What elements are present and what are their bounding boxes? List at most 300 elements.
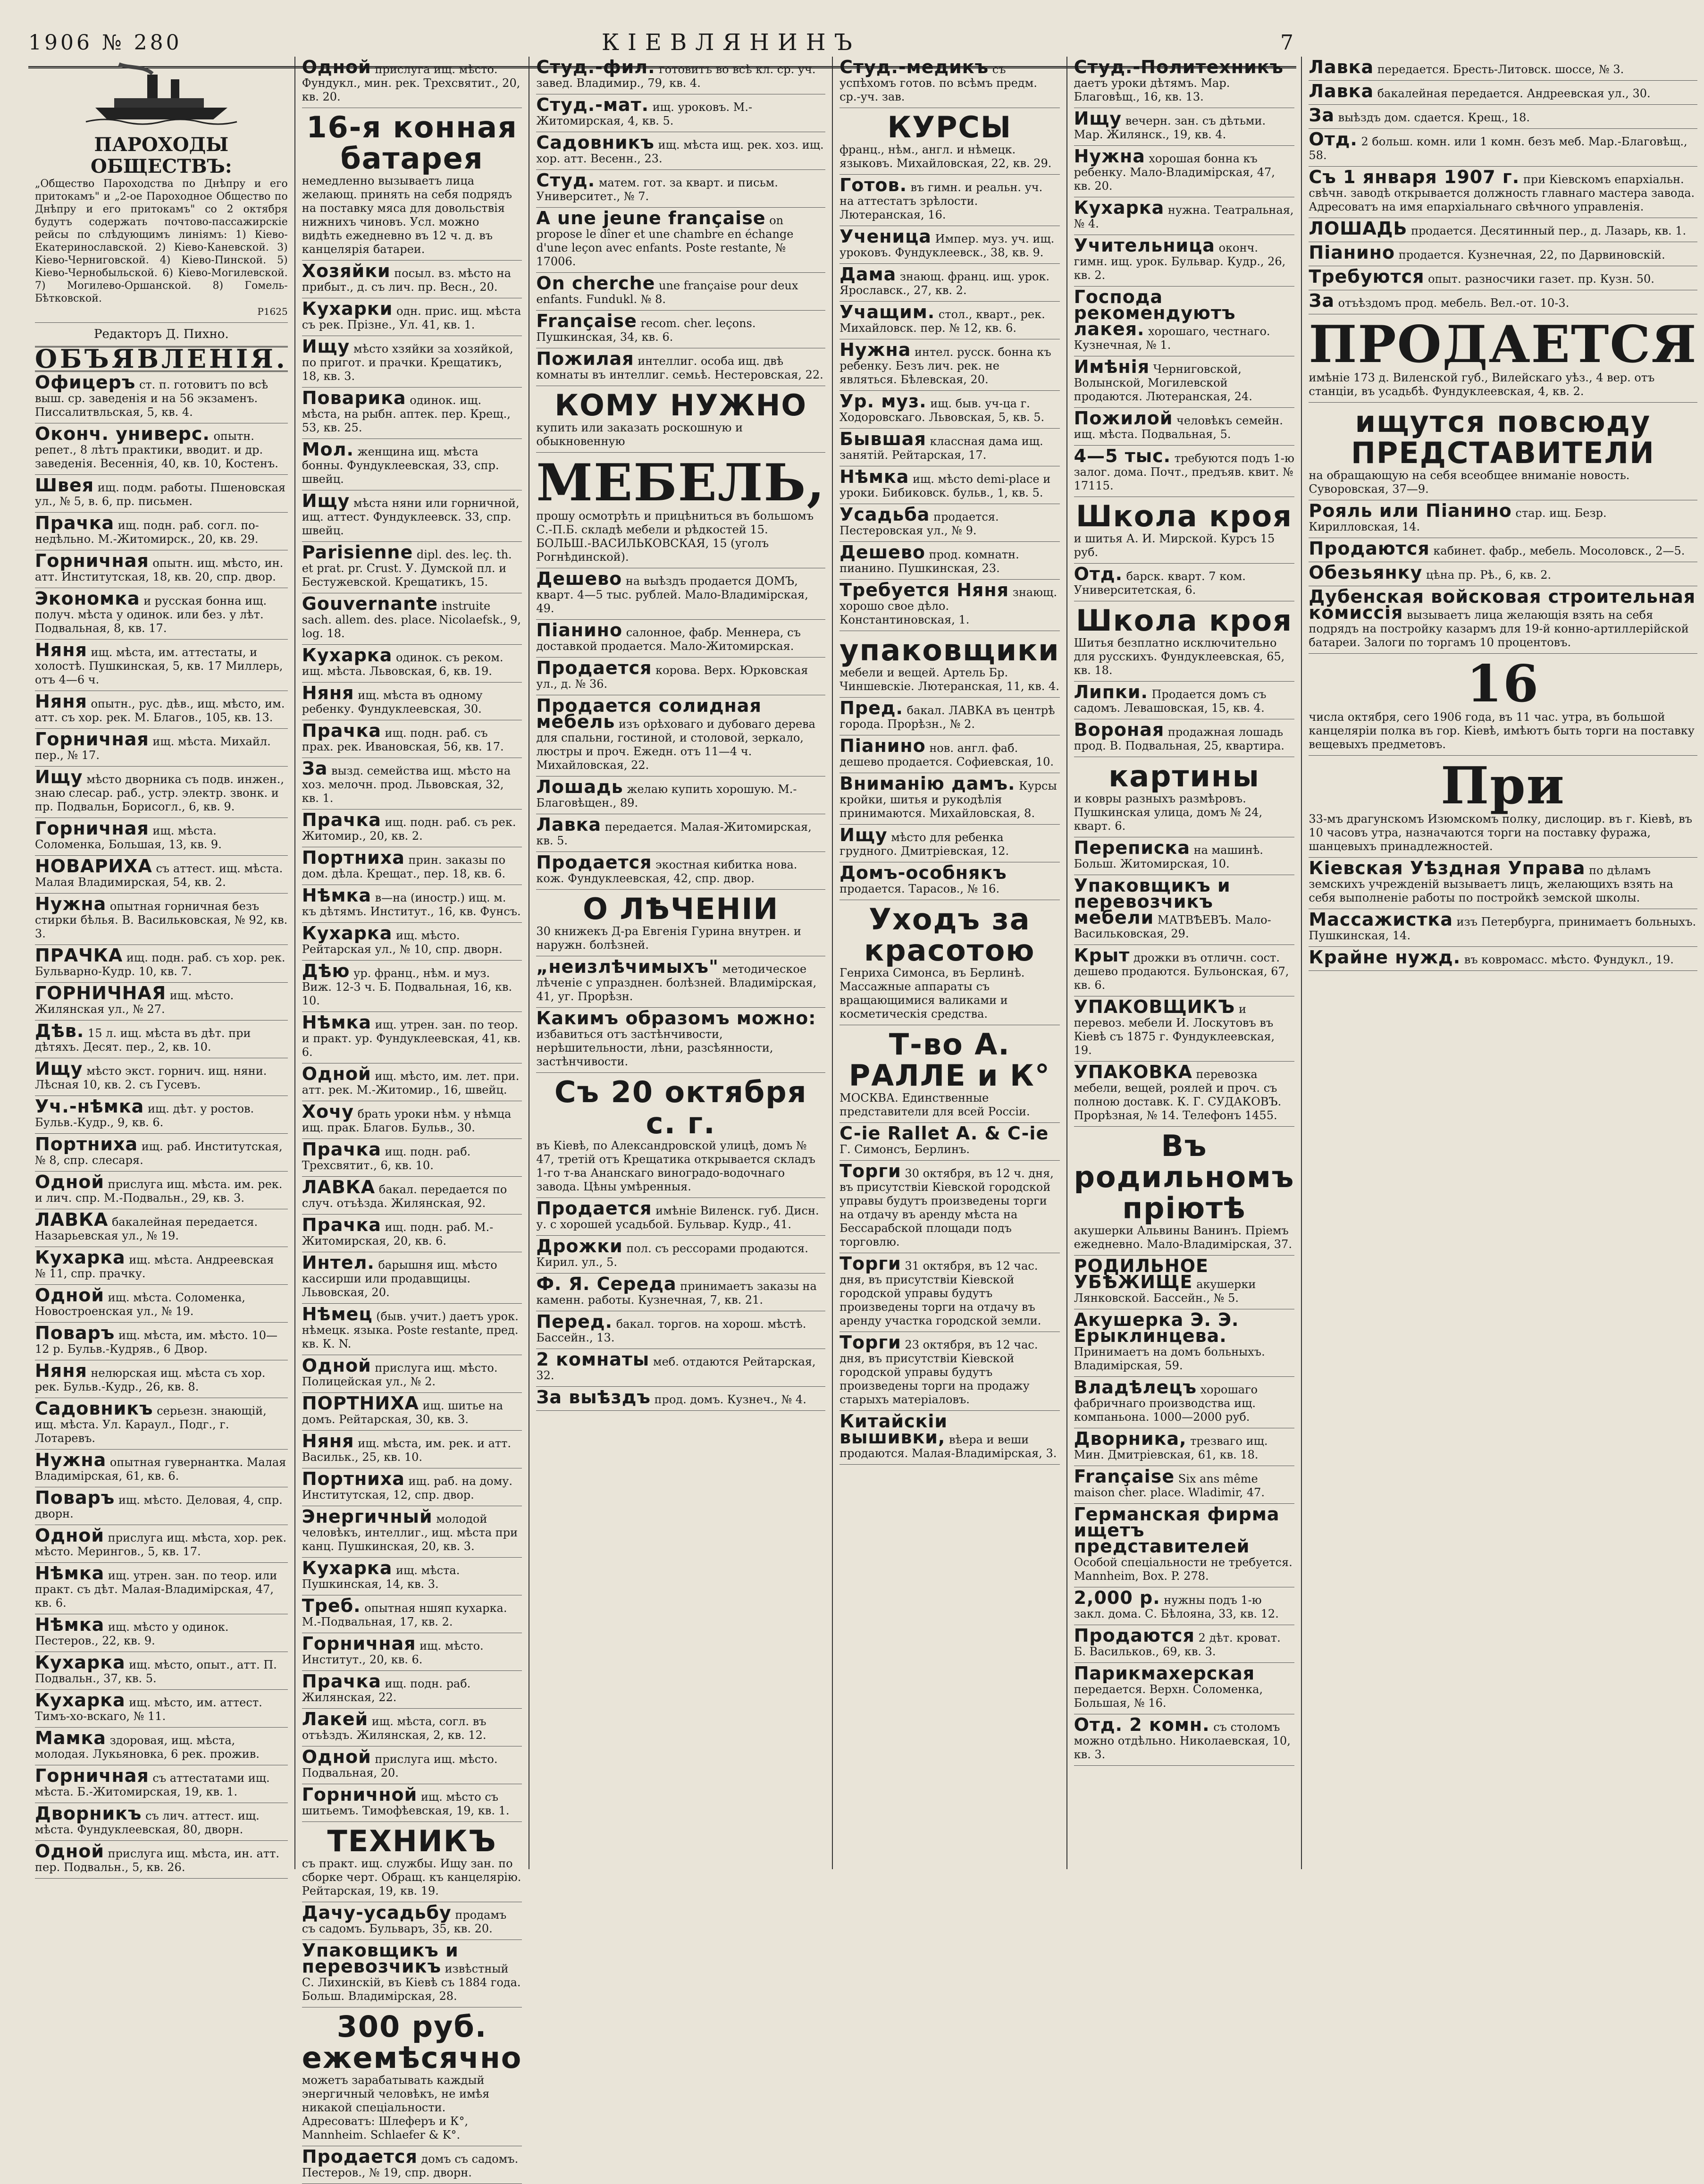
- classified-ad: [1309, 81, 1697, 105]
- ad-lead: Парикмахерская: [1074, 1663, 1255, 1684]
- ad-text: при Кіевскомъ епархіальн. свѣчн. заводѣ открывается должность главнаго мастера завода. Адресоватъ на имя епархіальнаго свѣчного управленія.: [1309, 173, 1695, 213]
- column-5: [1067, 57, 1302, 1869]
- ad-text: изъ Петербурга, принимаетъ больныхъ. Пушкинская, 14.: [1309, 915, 1696, 942]
- classified-ad: [35, 983, 288, 1020]
- ad-text: ищ. мѣсто demi-place и уроки. Бибиковск. бульв., 1, кв. 5.: [839, 472, 1051, 499]
- ad-text: прин. заказы по дом. дѣла. Крещат., пер. 18, кв. 6.: [302, 853, 506, 880]
- classified-ad: [536, 1236, 825, 1273]
- ad-lead: Ищу: [302, 490, 350, 511]
- classified-ad: [302, 2007, 522, 2146]
- classified-ad: [536, 311, 825, 348]
- ad-lead: Продается: [302, 2146, 418, 2167]
- ad-lead: Интел.: [302, 1252, 375, 1273]
- classified-ad: [1074, 1625, 1295, 1663]
- ad-text: Шитья безплатно исключительно для русскихъ. Фундуклеевская, 65, кв. 18.: [1074, 636, 1285, 677]
- ad-lead: Какимъ образомъ можно:: [536, 1008, 816, 1029]
- classified-ad: [35, 1020, 288, 1058]
- ad-text: оконч. гимн. ищ. урок. Бульвар. Кудр., 26, кв. 2.: [1074, 241, 1286, 282]
- ad-lead: Перед.: [536, 1311, 613, 1332]
- ad-lead: Дешево: [536, 568, 622, 589]
- classified-ad: [302, 1709, 522, 1746]
- classified-ad: [839, 825, 1060, 862]
- ad-text: стол., кварт., рек. Михайловск. пер. № 12, кв. 6.: [839, 308, 1045, 335]
- classified-ad: [839, 57, 1060, 108]
- classified-ad: [839, 302, 1060, 339]
- ad-text: 2 дѣт. кроват. Б. Васильков., 69, кв. 3.: [1074, 1631, 1281, 1658]
- ad-text: пол. съ рессорами продаются. Кирил. ул., 5.: [536, 1242, 808, 1269]
- classified-ad: [302, 2146, 522, 2184]
- ad-lead: Садовникъ: [536, 132, 655, 153]
- classified-ad: [35, 513, 288, 550]
- steamship-icon: [86, 60, 237, 126]
- classified-ad: [536, 814, 825, 852]
- classified-ad: [35, 1450, 288, 1487]
- ad-text: МОСКВА. Единственные представители для всей Россіи.: [839, 1091, 1030, 1118]
- classified-ad: [35, 945, 288, 983]
- classified-ad: [1309, 756, 1697, 858]
- ad-lead: C-ie Rallet A. & C-ie: [839, 1123, 1049, 1144]
- ad-text: бакалейная передается. Андреевская ул., 30.: [1374, 87, 1651, 100]
- classified-ad: [35, 729, 288, 767]
- classified-ad: [839, 698, 1060, 735]
- ad-lead: картины: [1108, 759, 1260, 793]
- ad-text: передается. Малая-Житомирская, кв. 5.: [536, 820, 812, 847]
- ad-text: требуются подъ 1-ю залог. дома. Почт., предъяв. квит. № 17115.: [1074, 452, 1294, 492]
- ship-heading: ПАРОХОДЫ ОБЩЕСТВЪ:: [91, 134, 232, 177]
- ad-text: продамъ съ садомъ. Бульваръ, 35, кв. 20.: [302, 1908, 507, 1935]
- ad-lead: КУРСЫ: [887, 110, 1012, 144]
- classified-ad: [1074, 1256, 1295, 1309]
- ad-text: ищ. мѣсто. Институт., 20, кв. 6.: [302, 1639, 484, 1666]
- ad-lead: Массажистка: [1309, 909, 1453, 930]
- classified-ad: [1074, 1466, 1295, 1504]
- classified-ad: [1309, 909, 1697, 947]
- ad-text: хорошаго, честнаго. Кузнечная, № 1.: [1074, 325, 1270, 352]
- ad-lead: Энергичный: [302, 1506, 433, 1527]
- ad-lead: Усадьба: [839, 504, 930, 525]
- ad-lead: Пожилой: [1074, 408, 1173, 429]
- ad-text: опыт. разносчики газет. пр. Кузн. 50.: [1424, 272, 1654, 286]
- ad-lead: Продаются: [1074, 1625, 1195, 1646]
- classified-ad: [839, 339, 1060, 391]
- classified-ad: [839, 429, 1060, 466]
- column-1: [28, 57, 295, 1874]
- ad-text: ищ. раб. на дому. Институтская, 12, спр. двор.: [302, 1475, 513, 1501]
- ad-text: опытная гувернантка. Малая Владимірская, 61, кв. 6.: [35, 1456, 286, 1483]
- ad-lead: Лошадь: [536, 776, 623, 797]
- ad-text: отъѣздомъ прод. мебель. Вел.-от. 10-3.: [1335, 296, 1570, 310]
- classified-ad: [536, 852, 825, 890]
- ad-text: бакал. передается по случ. отъѣзда. Жилянская, 92.: [302, 1183, 507, 1210]
- ad-lead: Дешево: [839, 542, 925, 563]
- ad-text: ищ. мѣста въ одному ребенку. Фундуклеевская, 30.: [302, 689, 483, 716]
- ad-text: опытная горничная безъ стирки бѣлья. В. Васильковская, № 92, кв. 3.: [35, 900, 288, 940]
- ad-text: экостная кибитка нова. кож. Фундуклеевская, 42, спр. двор.: [536, 858, 797, 885]
- classified-ad: [302, 490, 522, 542]
- classified-ad: [1309, 538, 1697, 562]
- ad-text: съ практ. ищ. службы. Ищу зан. по сборке черт. Обращ. къ канцелярію. Рейтарская, 19, кв. 19.: [302, 1857, 521, 1897]
- column-3: [529, 57, 833, 1869]
- ad-lead: Готов.: [839, 175, 907, 195]
- classified-ad: [1074, 564, 1295, 601]
- classified-ad: [1074, 1062, 1295, 1127]
- ad-text: ищ. подн. раб. Жилянская, 22.: [302, 1677, 471, 1704]
- classified-ad: [536, 1273, 825, 1311]
- ad-text: человѣкъ семейн. ищ. мѣста. Подвальная, 5.: [1074, 414, 1283, 441]
- ad-lead: Торги: [839, 1161, 901, 1181]
- ad-lead: Пожилая: [536, 348, 634, 369]
- ad-text: съ аттест. ищ. мѣста. Малая Владимирская, 54, кв. 2.: [35, 862, 283, 889]
- ad-text: имѣніе 173 д. Виленской губ., Вилейскаго уѣз., 4 вер. отъ станціи, въ усадьбѣ. Фундуклеевская, 4, кв. 2.: [1309, 371, 1655, 398]
- classified-ad: [1309, 562, 1697, 586]
- classified-ad: [1074, 837, 1295, 875]
- ad-text: ищ. шитье на домъ. Рейтарская, 30, кв. 3.: [302, 1399, 503, 1426]
- ad-text: съ успѣхомъ готов. по всѣмъ предм. ср.-уч. зав.: [839, 63, 1037, 103]
- ad-text: изъ орѣховаго и дубоваго дерева для спальни, гостиной, и столовой, зеркало, люстры и проч. Ежедн. отъ 11—4 ч. Михайловская, 22.: [536, 717, 815, 772]
- ad-text: опытная ншяп кухарка. М.-Подвальная, 17, кв. 2.: [302, 1602, 507, 1628]
- classified-ad: [839, 631, 1060, 698]
- page-number: 7: [1280, 30, 1296, 55]
- ad-text: Черниговской, Волынской, Могилевской продаются. Лютеранская, 24.: [1074, 363, 1252, 403]
- classified-ad: [302, 1902, 522, 1940]
- ad-text: франц., нѣм., англ. и нѣмецк. языковъ. Михайловская, 22, кв. 29.: [839, 143, 1052, 170]
- ad-lead: Крыт: [1074, 945, 1130, 966]
- classified-ad: [839, 1025, 1060, 1123]
- ads-list-3: [536, 57, 825, 1411]
- classified-ad: [35, 1247, 288, 1285]
- ad-text: мѣсто дворника съ подв. инжен., знаю слесар. раб., устр. электр. звонк. и пр. Подвальн, Борисогл., 6, кв. 9.: [35, 773, 285, 813]
- ad-text: 23 октября, въ 12 час. дня, въ присутствіи Кіевской городской управы будутъ произведены торги на продажу старыхъ матеріаловъ.: [839, 1338, 1038, 1406]
- ads-list-2: [302, 57, 522, 2184]
- ad-lead: ЛАВКА: [302, 1177, 376, 1197]
- classified-ad: [1074, 235, 1295, 287]
- ad-text: матем. гот. за кварт. и письм. Университет., № 7.: [536, 176, 778, 203]
- classified-ad: [35, 1525, 288, 1563]
- ad-text: опытн. ищ. мѣсто, ин. атт. Институтская, 18, кв. 20, спр. двор.: [35, 557, 284, 583]
- classified-ad: [839, 108, 1060, 175]
- ad-text: прод. комнатн. пианино. Пушкинская, 23.: [839, 548, 1019, 575]
- classified-ad: [35, 550, 288, 588]
- ad-lead: Горничная: [302, 1633, 416, 1654]
- classified-ad: [1074, 1587, 1295, 1625]
- ad-lead: Студ.-медикъ: [839, 57, 989, 77]
- classified-ad: [839, 175, 1060, 226]
- ad-lead: Française: [536, 311, 637, 331]
- classified-ad: [1074, 996, 1295, 1062]
- ad-text: прислуга ищ. мѣсто. Фундукл., мин. рек. Трехсвятит., 20, кв. 20.: [302, 63, 520, 103]
- classified-ad: [35, 691, 288, 729]
- classified-ad: [839, 900, 1060, 1025]
- ad-text: ищ. уроковъ. М.-Житомирская, 4, кв. 5.: [536, 101, 753, 127]
- ad-lead: Т-во А. РАЛЛЕ и К°: [848, 1027, 1050, 1093]
- ad-text: и русская бонна ищ. получ. мѣста у одинок. или без. у лѣт. Подвальная, 8, кв. 17.: [35, 594, 267, 635]
- ad-lead: Студ.-Политехникъ: [1074, 57, 1284, 77]
- classified-ad: [302, 593, 522, 645]
- classified-ad: [302, 1393, 522, 1431]
- ad-text: домъ съ садомъ. Пестеров., № 19, спр. дворн.: [302, 2152, 519, 2179]
- ad-lead: Китайскіи вышивки,: [839, 1411, 948, 1448]
- ad-text: ур. франц., нѣм. и муз. Виж. 12-3 ч. Б. Подвальная, 16, кв. 10.: [302, 967, 512, 1007]
- ad-lead: Française: [1074, 1466, 1175, 1487]
- ad-text: опытн., рус. дѣв., ищ. мѣсто, им. атт. съ хор. рек. М. Благов., 105, кв. 13.: [35, 697, 285, 724]
- ad-text: Six ans même maison cher. place. Wladimir, 47.: [1074, 1472, 1265, 1499]
- ad-text: даетъ уроки дѣтямъ. Мар. Благовѣщ., 16, кв. 13.: [1074, 76, 1230, 103]
- ad-text: бакал. торгов. на хорош. мѣстѣ. Бассейн., 13.: [536, 1317, 806, 1344]
- ad-lead: Няня: [35, 1360, 87, 1381]
- ship-ref: P1625: [257, 306, 288, 317]
- classified-ad: [536, 273, 825, 311]
- classified-ad: [35, 1058, 288, 1096]
- classified-ad: [302, 1468, 522, 1506]
- ad-lead: Учащим.: [839, 302, 935, 322]
- ad-text: ищ. мѣста. Пушкинская, 14, кв. 3.: [302, 1564, 460, 1591]
- ad-text: интел. русск. бонна къ ребенку. Безъ лич. рек. не являться. Бѣлевская, 20.: [839, 346, 1051, 386]
- classified-ad: [536, 1073, 825, 1198]
- issue-number: 1906 № 280: [28, 30, 182, 55]
- classified-ad: [536, 695, 825, 776]
- ad-text: бакалейная передается. Назарьевская ул., № 19.: [35, 1215, 258, 1242]
- ad-text: акушерки Альвины Ванинъ. Пріемъ ежедневно. Мало-Владимірская, 37.: [1074, 1224, 1292, 1251]
- ad-lead: МЕБЕЛЬ,: [536, 453, 826, 513]
- ad-lead: Торги: [839, 1332, 901, 1353]
- ad-lead: Нужна: [1074, 146, 1145, 167]
- classified-ad: [1309, 290, 1697, 314]
- classified-ad: [1309, 654, 1697, 756]
- ad-text: хорошая бонна къ ребенку. Мало-Владимірская, 47, кв. 20.: [1074, 152, 1275, 193]
- ad-lead: Дачу-усадьбу: [302, 1902, 452, 1923]
- ad-text: передается. Верхн. Соломенка, Большая, № 16.: [1074, 1683, 1263, 1710]
- ad-text: брать уроки нѣм. у нѣмца ищ. прак. Благов. Бульв., 30.: [302, 1107, 512, 1134]
- ad-text: продается. Тарасов., № 16.: [839, 882, 1000, 895]
- ad-lead: При: [1441, 756, 1565, 816]
- classified-ad: [1074, 57, 1295, 108]
- ad-lead: Нужна: [35, 1450, 107, 1470]
- ad-text: серьезн. знающій, ищ. мѣста. Ул. Караул., Подг., г. Лотаревъ.: [35, 1404, 267, 1445]
- ad-lead: Поваръ: [35, 1323, 115, 1343]
- ad-lead: Упаковщикъ и перевозчикъ мебели: [1074, 875, 1231, 928]
- classified-ad: [302, 645, 522, 683]
- ad-lead: ЛОШАДЬ: [1309, 218, 1408, 239]
- ad-lead: ищутся повсюду ПРЕДСТАВИТЕЛИ: [1351, 405, 1655, 470]
- classified-ad: [1309, 500, 1697, 538]
- ad-text: желаю купить хорошую. М.-Благовѣщен., 89.: [536, 783, 797, 810]
- classified-ad: [1074, 446, 1295, 497]
- classified-ad: [1309, 105, 1697, 129]
- ad-lead: Продается: [536, 852, 652, 873]
- ad-lead: Прачка: [302, 1214, 381, 1235]
- ad-text: on propose le dîner et une chambre en échange d'une leçon avec enfants. Poste restante, № 17006.: [536, 214, 794, 268]
- ad-lead: Поварика: [302, 388, 406, 408]
- ad-lead: ЛАВКА: [35, 1209, 109, 1230]
- classified-ad: [1309, 403, 1697, 500]
- ad-lead: Германская фирма ищетъ представителей: [1074, 1504, 1280, 1557]
- ad-text: ищ. мѣста. Андреевская № 11, спр. прачку.: [35, 1253, 274, 1280]
- ad-lead: Требуются: [1309, 266, 1425, 287]
- classified-ad: [35, 1285, 288, 1323]
- ad-text: барск. кварт. 7 ком. Университетская, 6.: [1074, 570, 1246, 597]
- ad-lead: Ищу: [302, 336, 350, 357]
- classified-ad: [1074, 146, 1295, 197]
- ad-lead: Пред.: [839, 698, 903, 718]
- ad-lead: Няня: [35, 640, 87, 660]
- classified-ad: [536, 1387, 825, 1411]
- classified-ad: [35, 1765, 288, 1803]
- ad-text: акушерки Лянковской. Бассейн., № 5.: [1074, 1278, 1256, 1305]
- ad-text: одн. прис. ищ. мѣста съ рек. Прізне., Ул. 41, кв. 1.: [302, 304, 521, 331]
- ad-lead: Торги: [839, 1253, 901, 1274]
- classified-ad: [1309, 167, 1697, 218]
- classified-ad: [1074, 108, 1295, 146]
- classified-ad: [1074, 719, 1295, 757]
- ad-lead: Дворника,: [1074, 1428, 1187, 1449]
- ad-lead: Продается солидная мебель: [536, 695, 762, 732]
- ad-text: нелюрская ищ. мѣста съ хор. рек. Бульв.-Кудр., 26, кв. 8.: [35, 1366, 266, 1393]
- ad-text: вѣера и веши продаются. Малая-Владимірская, 3.: [839, 1433, 1057, 1460]
- ad-text: нов. англ. фаб. дешево продается. Софиевская, 10.: [839, 742, 1054, 768]
- classified-ad: [839, 1332, 1060, 1411]
- classified-ad: [839, 773, 1060, 825]
- classified-ad: [536, 208, 825, 273]
- ad-lead: РОДИЛЬНОЕ УБѢЖИЩЕ: [1074, 1256, 1209, 1292]
- classified-ad: [302, 961, 522, 1012]
- ad-text: мѣста няни или горничной, ищ. аттест. Фундуклеевск. 33, спр. швейц.: [302, 497, 520, 537]
- classified-ad: [302, 1304, 522, 1355]
- classified-ad: [302, 1595, 522, 1633]
- classified-ad: [1074, 287, 1295, 356]
- ad-text: интеллиг. особа ищ. двѣ комнаты въ интеллиг. семьѣ. Нестеровская, 22.: [536, 354, 823, 381]
- ad-lead: Вороная: [1074, 719, 1165, 740]
- classified-ad: [1074, 408, 1295, 446]
- ad-lead: Продается: [536, 1198, 652, 1219]
- ad-lead: Треб.: [302, 1595, 361, 1616]
- classified-ad: [536, 386, 825, 453]
- ad-lead: Одной: [302, 1746, 371, 1767]
- ad-lead: Одной: [35, 1525, 104, 1546]
- ad-text: съ аттестатами ищ. мѣста. Б.-Житомирская, 19, кв. 1.: [35, 1771, 270, 1798]
- ad-lead: Портниха: [35, 1134, 138, 1155]
- ad-text: купить или заказать роскошную и обыкновенную: [536, 421, 743, 448]
- ad-text: въ гимн. и реальн. уч. на аттестатъ зрѣлости. Лютеранская, 16.: [839, 181, 1043, 221]
- classified-ad: [302, 885, 522, 923]
- classified-ad: [35, 1563, 288, 1614]
- ads-list-5: [1074, 57, 1295, 1766]
- classified-ad: [1309, 129, 1697, 167]
- classified-ad: [536, 453, 825, 568]
- ad-text: instruite sach. allem. des. place. Nicolaefsk., 9, log. 18.: [302, 599, 521, 640]
- ad-text: ищ. утрен. зан. по теор. и практ. ур. Фундуклеевская, 41, кв. 6.: [302, 1018, 521, 1059]
- classified-ad: [1309, 57, 1697, 81]
- classified-ad: [302, 388, 522, 439]
- ad-text: прислуга ищ. мѣсто. Полицейская ул., № 2.: [302, 1361, 498, 1388]
- classified-ad: [839, 504, 1060, 542]
- ad-lead: Gouvernante: [302, 593, 438, 614]
- classified-ad: [35, 1690, 288, 1728]
- ad-lead: Поваръ: [35, 1487, 115, 1508]
- ad-lead: Кухарка: [35, 1652, 126, 1673]
- ad-lead: Вниманію дамъ.: [839, 773, 1016, 794]
- classified-ad: [536, 956, 825, 1008]
- classified-ad: [1309, 218, 1697, 242]
- ad-lead: Горничная: [35, 729, 149, 750]
- ad-lead: Піанино: [839, 735, 926, 756]
- classified-ad: [302, 1012, 522, 1063]
- classified-ad: [302, 1177, 522, 1214]
- ad-text: ищ. подм. работы. Пшеновская ул., № 5, в. 6, пр. письмен.: [35, 481, 286, 508]
- ad-text: прислуга ищ. мѣста. им. рек. и лич. спр. М.-Подвальн., 29, кв. 3.: [35, 1178, 283, 1205]
- classified-ad: [35, 856, 288, 894]
- ad-lead: Продаются: [1309, 538, 1430, 559]
- ad-lead: Упаковщикъ и перевозчикъ: [302, 1940, 459, 1977]
- ad-text: ищ. мѣсто у одинок. Пестеров., 22, кв. 9.: [35, 1620, 229, 1647]
- classified-ad: [302, 1431, 522, 1468]
- ad-text: стар. ищ. Безр. Кирилловская, 14.: [1309, 506, 1607, 533]
- ad-text: ищ. быв. уч-ца г. Ходоровскаго. Львовская, 5, кв. 5.: [839, 397, 1045, 424]
- classified-ad: [35, 894, 288, 945]
- ad-text: трезваго ищ. Мин. Дмитріевская, 61, кв. 18.: [1074, 1434, 1268, 1461]
- classified-ad: [1309, 858, 1697, 909]
- ad-lead: Няня: [35, 691, 87, 712]
- ad-lead: 4—5 тыс.: [1074, 446, 1171, 466]
- ad-text: имѣніе Виленск. губ. Дисн. у. с хорошей усадьбой. Бульвар. Кудр., 41.: [536, 1204, 819, 1231]
- classified-ad: [302, 298, 522, 336]
- classified-ad: [35, 1614, 288, 1652]
- classified-ad: [302, 336, 522, 388]
- ad-lead: Офицеръ: [35, 372, 136, 393]
- ad-lead: Лакей: [302, 1709, 369, 1729]
- classified-ad: [839, 466, 1060, 504]
- classified-ad: [536, 568, 825, 620]
- ad-text: прислуга ищ. мѣста, ин. атт. пер. Подвальн., 5, кв. 26.: [35, 1847, 280, 1874]
- ad-lead: Господа рекомендуютъ лакея.: [1074, 287, 1236, 339]
- ad-lead: Продается: [536, 658, 652, 678]
- ad-lead: Прачка: [302, 1671, 381, 1692]
- classified-ad: [1309, 314, 1697, 403]
- ad-text: готовитъ во всѣ кл. ср. уч. завед. Владимир., 79, кв. 4.: [536, 63, 816, 90]
- classified-ad: [839, 1123, 1060, 1161]
- classified-ad: [35, 1134, 288, 1172]
- ad-lead: Горничная: [35, 1765, 149, 1786]
- ads-list-4: [839, 57, 1060, 1465]
- ad-text: на машинѣ. Больш. Житомирская, 10.: [1074, 843, 1263, 870]
- classified-ad: [302, 758, 522, 810]
- ad-lead: Одной: [35, 1841, 104, 1862]
- ad-lead: Одной: [35, 1172, 104, 1192]
- classified-ad: [302, 1784, 522, 1822]
- ad-text: прошу осмотрѣть и прицѣниться въ большомъ С.-П.Б. складѣ мебели и рѣдкостей 15. БОЛЬШ.-ВАСИЛЬКОВСКАЯ, 15 (уголъ Рогнѣдинской).: [536, 509, 814, 564]
- ad-lead: Садовникъ: [35, 1398, 153, 1419]
- ad-lead: Нѣмец: [302, 1304, 373, 1324]
- ad-text: ищ. подн. раб. согл. по-недѣльно. М.-Житомирск., 20, кв. 29.: [35, 519, 259, 546]
- ad-text: 2 больш. комн. или 1 комн. безъ меб. Мар.-Благовѣщ., 58.: [1309, 135, 1687, 162]
- ship-schedule: [35, 130, 288, 323]
- classified-ad: [839, 1411, 1060, 1465]
- ad-text: продается. Пестеровская ул., № 9.: [839, 510, 999, 537]
- classified-ad: [302, 542, 522, 593]
- classified-ad: [302, 810, 522, 847]
- ad-text: съ столомъ можно отдѣльно. Николаевская, 10, кв. 3.: [1074, 1720, 1291, 1761]
- classified-ad: [302, 923, 522, 961]
- column-2: [295, 57, 530, 2179]
- ad-lead: Владѣлецъ: [1074, 1377, 1197, 1398]
- ad-lead: 2,000 р.: [1074, 1587, 1160, 1608]
- columns: [28, 57, 1697, 2179]
- ad-text: 33-мъ драгунскомъ Изюмскомъ полку, дислоцир. въ г. Кіевѣ, въ 10 часовъ утра, назначаются торги на поставку фуража, шанцевыхъ принадлежностей.: [1309, 812, 1693, 853]
- ad-text: въ ковромасс. мѣсто. Фундукл., 19.: [1461, 953, 1674, 966]
- ad-text: ищ. мѣсто. Рейтарская ул., № 10, спр. дворн.: [302, 929, 503, 956]
- ad-lead: Прачка: [302, 720, 381, 741]
- ad-text: 30 октября, въ 12 ч. дня, въ присутствіи Кіевской городской управы будутъ произведены торги на отдачу въ аренду мѣста на Бессарабской площади подъ торговлю.: [839, 1167, 1054, 1248]
- ad-lead: Кухарка: [1074, 197, 1165, 218]
